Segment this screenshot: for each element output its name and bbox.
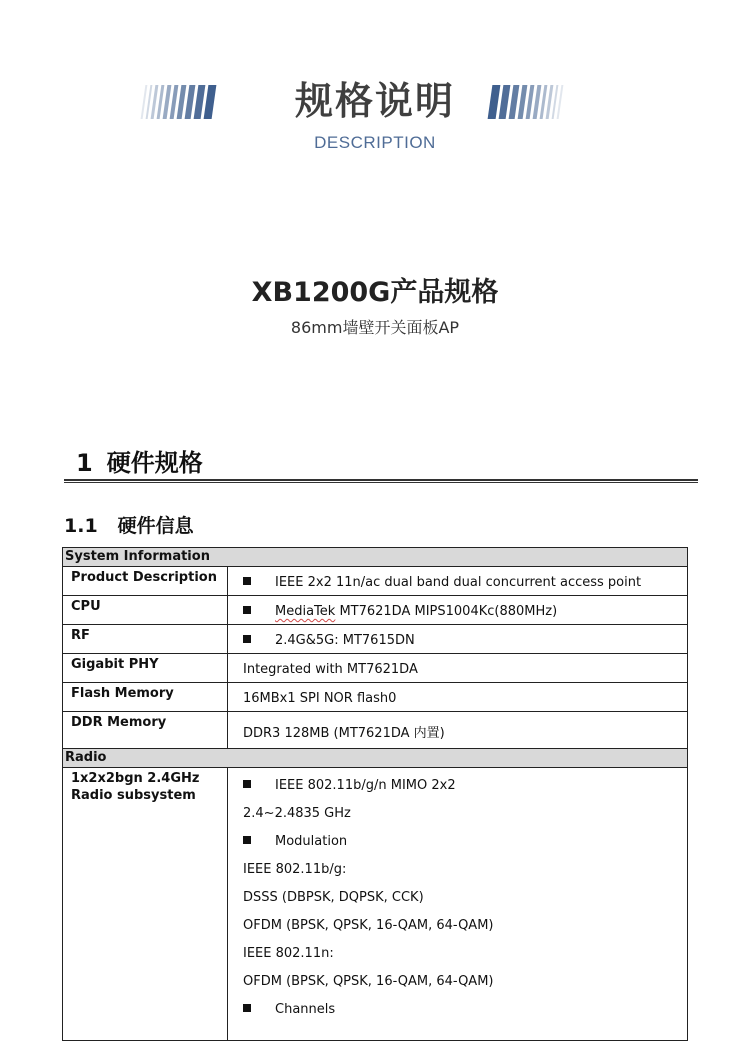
row-value: [228, 654, 688, 683]
brand-text: MediaTek: [275, 604, 336, 619]
banner-right-stripes: [490, 84, 564, 120]
radio-line: IEEE 802.11n:: [243, 946, 334, 961]
section-heading-1: [76, 443, 203, 478]
table-section-row: [63, 548, 688, 567]
row-value: [228, 625, 688, 654]
radio-label: [63, 768, 228, 1041]
row-value-text: Integrated with MT7621DA: [243, 662, 418, 677]
product-title: XB1200G产品规格: [251, 277, 499, 308]
spec-table: [62, 547, 688, 1041]
bullet-square-icon: [243, 1004, 251, 1012]
row-value-text: 2.4G&5G: MT7615DN: [275, 633, 415, 648]
row-value: [228, 596, 688, 625]
bullet-square-icon: [243, 836, 251, 844]
subsection-number: 1.1: [64, 515, 98, 537]
table-row: [63, 596, 688, 625]
table-row: [63, 683, 688, 712]
section-divider: [64, 479, 698, 483]
row-value: [228, 683, 688, 712]
bullet-square-icon: [243, 577, 251, 585]
section-number: 1: [76, 449, 93, 477]
section-heading-1-1: [64, 511, 194, 538]
banner-title: 规格说明: [294, 79, 455, 123]
radio-header: Radio: [63, 749, 688, 768]
banner-subtitle: DESCRIPTION: [314, 133, 436, 152]
row-value: [228, 567, 688, 596]
radio-value: [228, 768, 688, 1041]
radio-line: [243, 772, 687, 800]
radio-line: OFDM (BPSK, QPSK, 16-QAM, 64-QAM): [243, 918, 494, 933]
bullet-square-icon: [243, 635, 251, 643]
radio-label-line: 1x2x2bgn 2.4GHz: [71, 771, 200, 786]
product-subtitle: 86mm墙壁开关面板AP: [290, 318, 460, 337]
radio-line: OFDM (BPSK, QPSK, 16-QAM, 64-QAM): [243, 974, 494, 989]
radio-line-text: Channels: [275, 1002, 336, 1017]
table-row-radio: [63, 768, 688, 1041]
row-value-text: DDR3 128MB (MT7621DA 内置): [243, 726, 445, 741]
row-label: Product Description: [63, 567, 228, 596]
radio-line: [243, 996, 687, 1024]
table-row: [63, 625, 688, 654]
row-value-text: IEEE 2x2 11n/ac dual band dual concurrent access point: [275, 575, 642, 590]
table-row: [63, 567, 688, 596]
bullet-square-icon: [243, 606, 251, 614]
radio-label-line: Radio subsystem: [71, 788, 196, 803]
bullet-square-icon: [243, 780, 251, 788]
table-section-row: [63, 749, 688, 768]
radio-line-text: IEEE 802.11b/g/n MIMO 2x2: [275, 778, 456, 793]
row-label: Flash Memory: [63, 683, 228, 712]
system-information-header: System Information: [63, 548, 688, 567]
row-value-text: 16MBx1 SPI NOR flash0: [243, 691, 397, 706]
section-title: 硬件规格: [106, 449, 203, 477]
radio-line: 2.4~2.4835 GHz: [243, 806, 351, 821]
radio-line: [243, 828, 687, 856]
row-value: [228, 712, 688, 749]
row-value-text: MT7621DA MIPS1004Kc(880MHz): [335, 604, 558, 619]
radio-line: DSSS (DBPSK, DQPSK, CCK): [243, 890, 424, 905]
row-label: DDR Memory: [63, 712, 228, 749]
table-row: [63, 712, 688, 749]
radio-line: IEEE 802.11b/g:: [243, 862, 347, 877]
row-label: Gigabit PHY: [63, 654, 228, 683]
row-label: CPU: [63, 596, 228, 625]
row-label: RF: [63, 625, 228, 654]
subsection-title: 硬件信息: [117, 515, 194, 537]
table-row: [63, 654, 688, 683]
radio-line-text: Modulation: [275, 834, 348, 849]
